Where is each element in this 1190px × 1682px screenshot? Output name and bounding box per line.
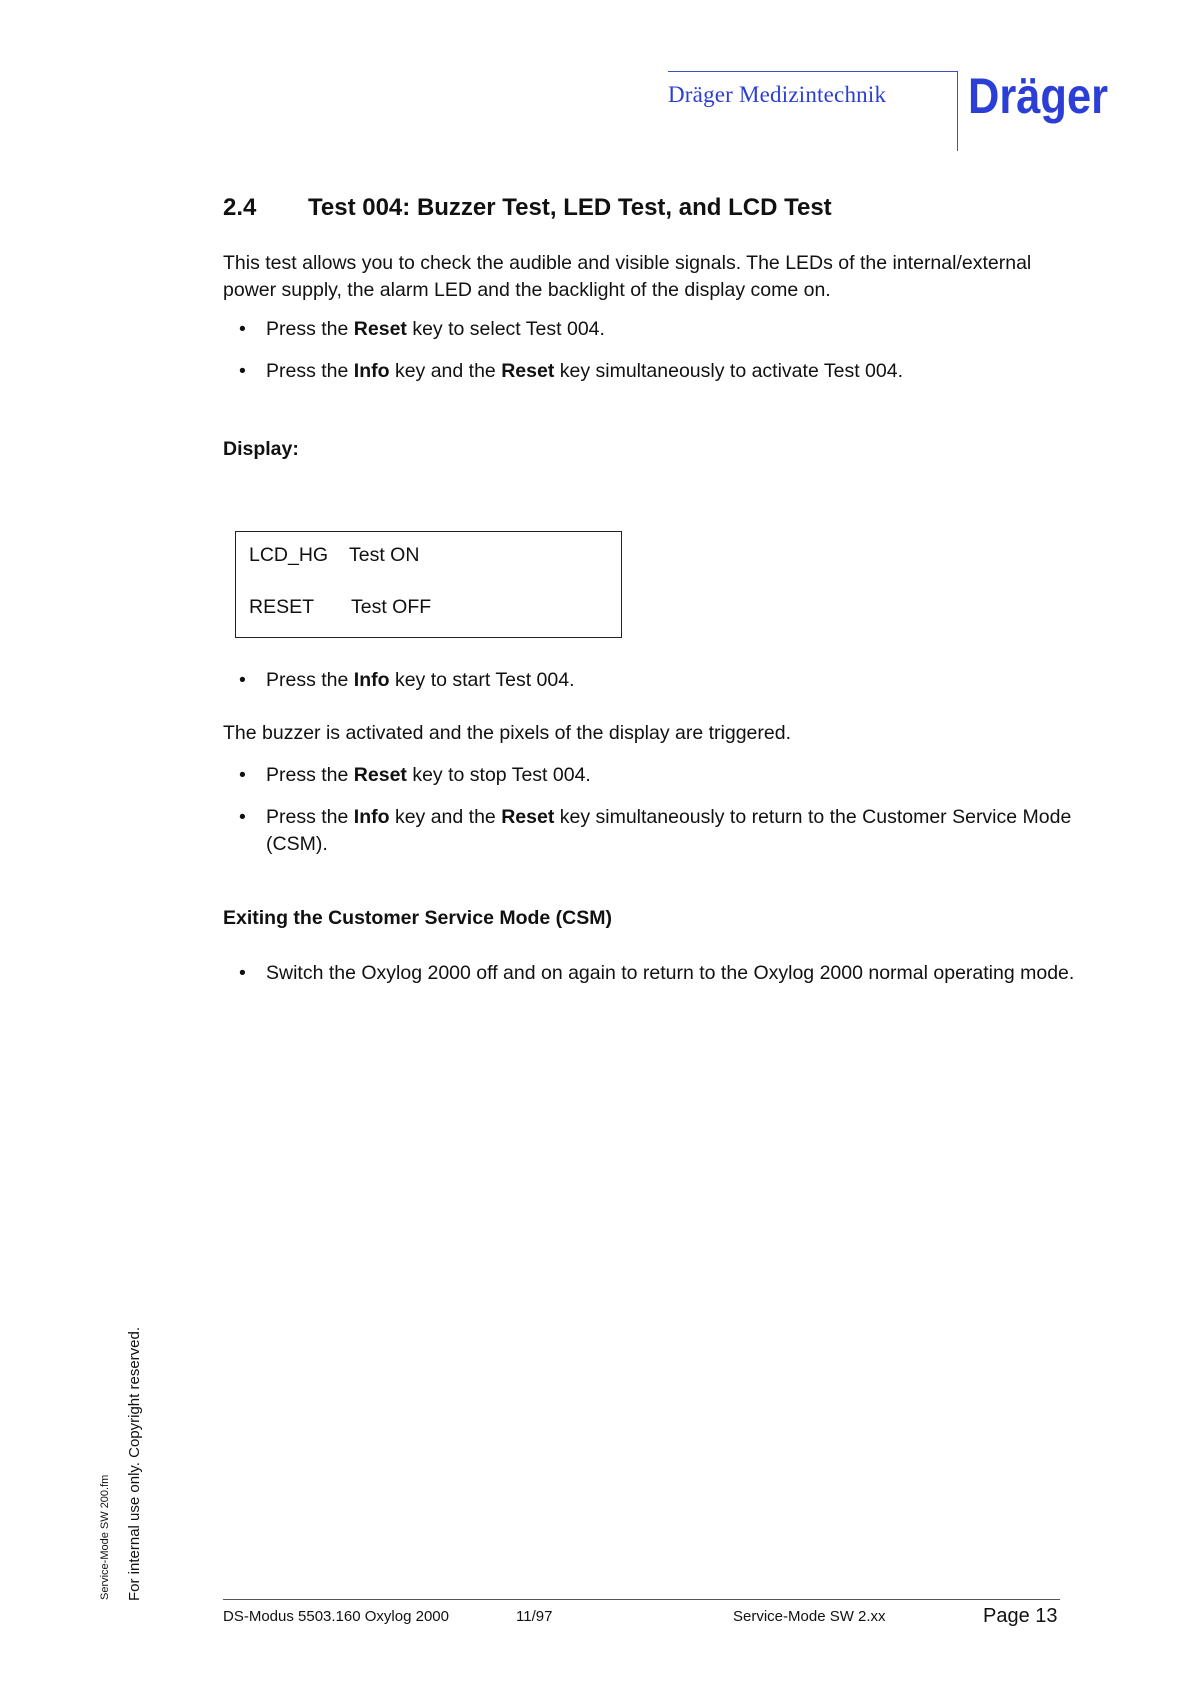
header-rule-vertical: [957, 71, 958, 151]
drager-logo: [968, 63, 1110, 133]
logo-text: Dräger: [968, 68, 1108, 124]
key-name: Reset: [353, 318, 407, 340]
key-name: Info: [353, 360, 390, 382]
side-copyright: For internal use only. Copyright reserved.: [126, 1326, 143, 1601]
bullet-icon: •: [239, 318, 246, 340]
display-heading: Display:: [223, 438, 299, 460]
lcd-line-2a: RESET: [249, 596, 315, 618]
key-name: Reset: [501, 360, 555, 382]
lcd-line-1a: LCD_HG: [249, 544, 329, 566]
exit-heading: Exiting the Customer Service Mode (CSM): [223, 907, 612, 929]
bullet-icon: •: [239, 806, 246, 828]
key-name: Reset: [501, 806, 555, 828]
footer-page-number: Page 13: [983, 1605, 1058, 1627]
intro-paragraph: This test allows you to check the audible and visible signals. The LEDs of the internal/external power supply, the alarm LED and the backlight of the display come on.: [223, 252, 1032, 301]
lcd-display-box: [235, 531, 622, 638]
key-name: Info: [353, 669, 390, 691]
section-number: 2.4: [223, 194, 257, 221]
key-name: Reset: [353, 764, 407, 786]
footer-mode: Service-Mode SW 2.xx: [733, 1608, 886, 1625]
key-name: Info: [353, 806, 390, 828]
side-filename: Service-Mode SW 200.fm: [99, 1474, 111, 1600]
bullet-icon: •: [239, 962, 246, 984]
bullet-icon: •: [239, 669, 246, 691]
bullet-icon: •: [239, 360, 246, 382]
buzzer-paragraph: The buzzer is activated and the pixels of the display are triggered.: [223, 722, 791, 744]
bullet-icon: •: [239, 764, 246, 786]
footer-document: DS-Modus 5503.160 Oxylog 2000: [223, 1608, 449, 1625]
company-name: Dräger Medizintechnik: [668, 82, 887, 107]
lcd-line-1b: Test ON: [349, 544, 420, 566]
section-title: Test 004: Buzzer Test, LED Test, and LCD Test: [308, 194, 832, 221]
footer-rule: [223, 1599, 1060, 1600]
footer-page-range: 11/97: [516, 1608, 553, 1625]
lcd-line-2b: Test OFF: [351, 596, 432, 618]
header-rule-top: [668, 71, 958, 72]
